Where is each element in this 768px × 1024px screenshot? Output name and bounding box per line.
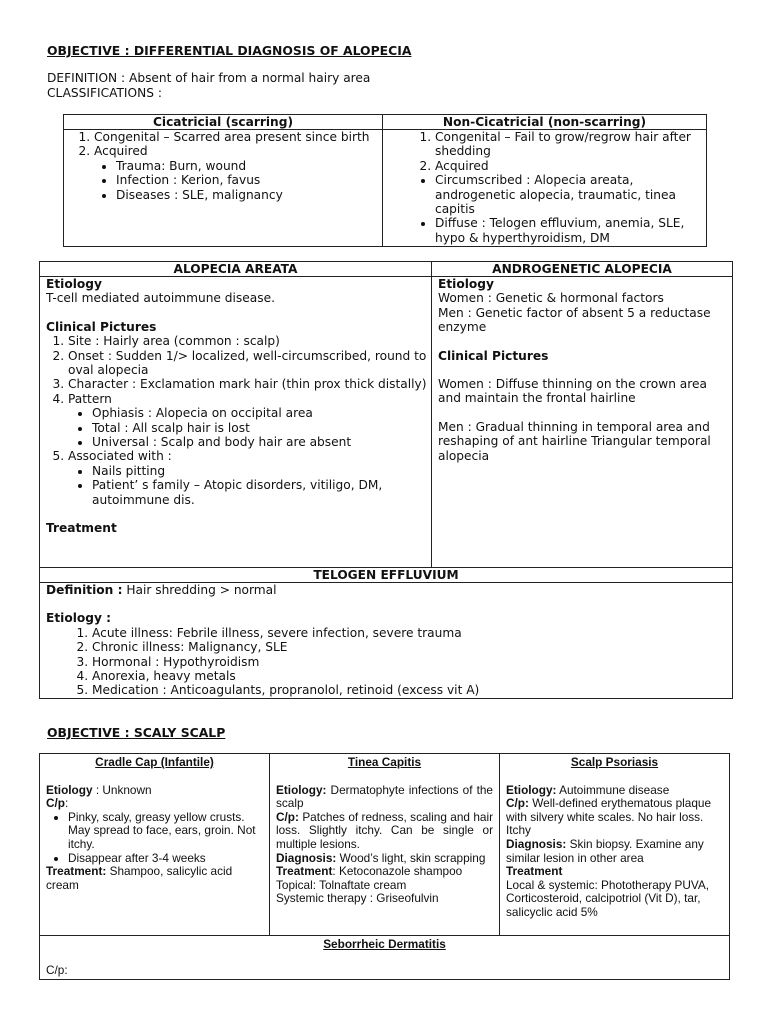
ag-clinical-label: Clinical Pictures (438, 348, 549, 363)
cicatricial-header: Cicatricial (scarring) (64, 115, 383, 130)
sd-cp: C/p: (46, 962, 68, 977)
list-item: 5. Associated with : • Nails pitting • Patient’ s family – Atopic disorders, vitiligo, DM, autoimmune dis. (68, 449, 427, 507)
sp-diagnosis: Diagnosis: Skin biopsy. Examine any similar lesion in other area (506, 836, 704, 865)
tc-cp: C/p: Patches of redness, scaling and hair loss. Slightly itchy. Can be single or multiple lesions. (276, 809, 493, 851)
aa-etiology: T-cell mediated autoimmune disease. (46, 291, 275, 306)
list-item: • Diseases : SLE, malignancy (116, 188, 378, 202)
list-item: • Total : All scalp hair is lost (92, 421, 427, 435)
list-item: 1. Congenital – Scarred area present since birth (94, 130, 378, 144)
aa-etiology-label: Etiology (46, 277, 102, 291)
tc-diagnosis: Diagnosis: Wood’s light, skin scrapping (276, 850, 486, 865)
list-item: • Pinky, scaly, greasy yellow crusts. May spread to face, ears, groin. Not itchy. (68, 811, 263, 852)
list-item: • Nails pitting (92, 464, 427, 478)
alopecia-areata-header: ALOPECIA AREATA (40, 262, 432, 277)
tc-systemic: Systemic therapy : Griseofulvin (276, 891, 439, 906)
cc-etiology: Etiology : Unknown (46, 782, 152, 797)
list-item: • Patient’ s family – Atopic disorders, vitiligo, DM, autoimmune dis. (92, 478, 427, 507)
list-item: • Circumscribed : Alopecia areata, androgenetic alopecia, traumatic, tinea capitis (435, 173, 702, 216)
aa-clinical-label: Clinical Pictures (46, 319, 157, 334)
list-item: 3. Hormonal : Hypothyroidism (92, 655, 728, 669)
ag-women-clinical: Women : Diffuse thinning on the crown area and maintain the frontal hairline (438, 377, 707, 406)
sp-treatment-label: Treatment (506, 864, 563, 879)
scaly-scalp-table (39, 753, 730, 980)
tinea-capitis-cell (270, 754, 500, 936)
list-item: • Trauma: Burn, wound (116, 159, 378, 173)
tc-topical: Topical: Tolnaftate cream (276, 877, 407, 892)
alopecia-areata-cell (40, 277, 432, 568)
list-item: 1. Acute illness: Febrile illness, severe infection, severe trauma (92, 626, 728, 640)
list-item: 1. Congenital – Fail to grow/regrow hair after shedding (435, 130, 702, 159)
classification-table (63, 114, 707, 247)
cc-treatment: Treatment: Shampoo, salicylic acid cream (46, 864, 233, 892)
te-definition: Definition : Hair shredding > normal (46, 583, 277, 597)
tc-treatment: Treatment: Ketoconazole shampoo (276, 864, 463, 879)
cc-cp-label: C/p: (46, 796, 69, 811)
cradle-cap-cell (40, 754, 270, 936)
list-item: 3. Character : Exclamation mark hair (thin prox thick distally) (68, 377, 427, 391)
ag-etiology-label: Etiology (438, 277, 494, 291)
cradle-cap-header: Cradle Cap (Infantile) (95, 755, 214, 769)
list-item: 4. Anorexia, heavy metals (92, 669, 728, 683)
classifications-line: CLASSIFICATIONS : (47, 86, 162, 100)
list-item: 1. Site : Hairly area (common : scalp) (68, 334, 427, 348)
list-item: 2. Acquired (435, 159, 702, 173)
list-item: 4. Pattern • Ophiasis : Alopecia on occipital area • Total : All scalp hair is lost • Universal : Scalp and body hair are absent (68, 392, 427, 450)
list-item: • Infection : Kerion, favus (116, 173, 378, 187)
seborrheic-dermatitis-header: Seborrheic Dermatitis (323, 937, 446, 951)
list-item: 2. Chronic illness: Malignancy, SLE (92, 640, 728, 654)
list-item: • Diffuse : Telogen effluvium, anemia, SLE, hypo & hyperthyroidism, DM (435, 216, 702, 245)
sp-cp: C/p: Well-defined erythematous plaque with silvery white scales. No hair loss. Itchy (506, 796, 712, 838)
te-etiology-label: Etiology : (46, 611, 112, 626)
sp-etiology: Etiology: Autoimmune disease (506, 782, 670, 797)
list-item: 2. Onset : Sudden 1/> localized, well-circumscribed, round to oval alopecia (68, 349, 427, 378)
list-item: 5. Medication : Anticoagulants, propranolol, retinoid (excess vit A) (92, 683, 728, 697)
list-item: • Ophiasis : Alopecia on occipital area (92, 406, 427, 420)
non-cicatricial-header: Non-Cicatricial (non-scarring) (383, 115, 707, 130)
cicatricial-cell (64, 130, 383, 247)
list-item: • Universal : Scalp and body hair are absent (92, 435, 427, 449)
list-item: 2. Acquired • Trauma: Burn, wound • Infection : Kerion, favus • Diseases : SLE, malignancy (94, 144, 378, 202)
seborrheic-dermatitis-cell (40, 936, 730, 980)
ag-women: Women : Genetic & hormonal factors (438, 291, 664, 306)
tc-etiology: Etiology: Dermatophyte infections of the scalp (276, 782, 493, 811)
telogen-effluvium-cell (40, 583, 733, 699)
non-cicatricial-cell (383, 130, 707, 247)
scalp-psoriasis-cell (500, 754, 730, 936)
tinea-capitis-header: Tinea Capitis (347, 755, 422, 769)
aa-treatment-label: Treatment (46, 521, 117, 536)
alopecia-types-table (39, 261, 733, 699)
telogen-effluvium-header: TELOGEN EFFLUVIUM (40, 568, 733, 583)
list-item: • Disappear after 3-4 weeks (68, 852, 263, 866)
ag-men-clinical: Men : Gradual thinning in temporal area and reshaping of ant hairline Triangular temporal alopecia (438, 419, 711, 463)
sp-treatment: Local & systemic: Phototherapy PUVA, Corticosteroid, calcipotriol (Vit D), tar, salicyclic acid 5% (506, 877, 710, 919)
objective-scaly-heading: OBJECTIVE : SCALY SCALP (47, 725, 226, 740)
ag-men: Men : Genetic factor of absent 5 a reductase enzyme (438, 305, 711, 335)
androgenetic-alopecia-header: ANDROGENETIC ALOPECIA (432, 262, 733, 277)
scalp-psoriasis-header: Scalp Psoriasis (570, 755, 659, 769)
androgenetic-cell (432, 277, 733, 568)
objective-alopecia-heading: OBJECTIVE : DIFFERENTIAL DIAGNOSIS OF ALOPECIA (47, 43, 412, 58)
definition-line: DEFINITION : Absent of hair from a normal hairy area (47, 71, 371, 85)
